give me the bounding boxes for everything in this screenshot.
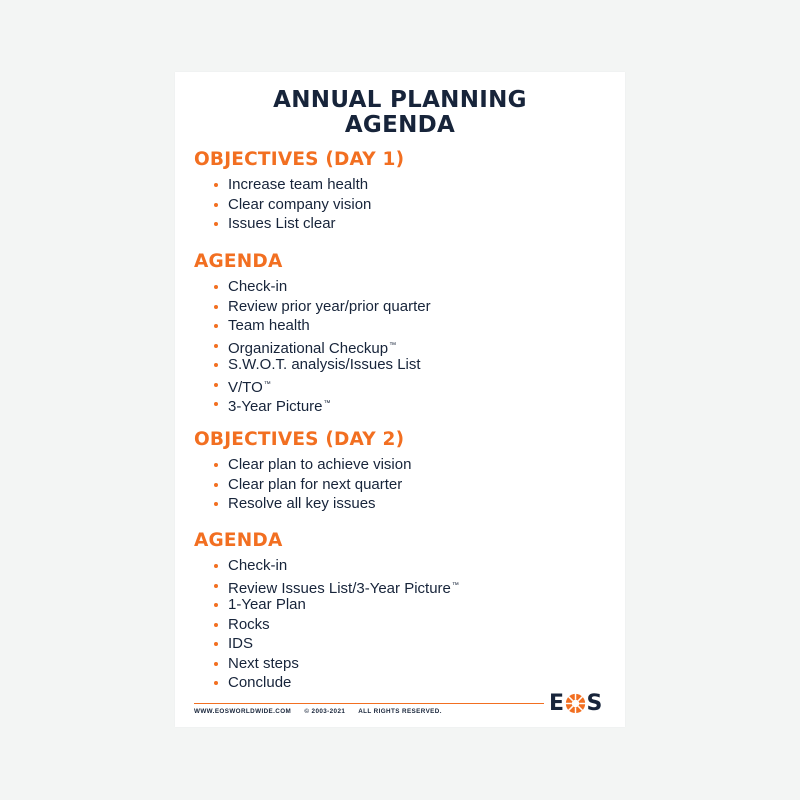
- item-text: Issues List clear: [228, 215, 336, 232]
- bullet-icon: [214, 183, 218, 187]
- list-item: [194, 195, 404, 215]
- trademark-mark: ™: [323, 400, 331, 407]
- bullet-icon: [214, 463, 218, 467]
- section-objectives-day2: [194, 428, 411, 514]
- section-list: [194, 175, 404, 234]
- item-text: Conclude: [228, 674, 292, 691]
- trademark-mark: ™: [389, 341, 397, 349]
- item-text: Clear plan to achieve vision: [228, 456, 412, 473]
- item-text: Rocks: [228, 615, 270, 633]
- item-text: Team health: [228, 317, 310, 334]
- bullet-icon: [214, 285, 218, 289]
- item-text: IDS: [228, 635, 254, 652]
- section-heading: OBJECTIVES (DAY 1): [194, 149, 405, 170]
- item-text: V/TO: [228, 378, 263, 396]
- item-text: Review Issues List/3-Year Picture: [228, 579, 451, 597]
- list-item: [194, 316, 431, 336]
- list-item: [194, 673, 459, 693]
- bullet-icon: [214, 584, 218, 588]
- section-objectives-day1: [194, 148, 404, 234]
- list-item: [194, 297, 431, 317]
- list-item: [194, 556, 459, 576]
- logo-o-sunburst-icon: [565, 693, 586, 714]
- list-item: [194, 494, 411, 514]
- list-item: [194, 654, 459, 674]
- list-item: [194, 394, 431, 414]
- logo-letter-e: E: [549, 690, 564, 716]
- item-text: Check-in: [228, 278, 288, 295]
- list-item: [194, 336, 431, 356]
- bullet-icon: [214, 642, 218, 646]
- logo-letter-s: S: [586, 690, 602, 716]
- list-item: [194, 634, 459, 654]
- trademark-mark: ™: [451, 581, 459, 589]
- section-list: [194, 556, 459, 693]
- title-line-2: AGENDA: [344, 112, 456, 138]
- section-heading: OBJECTIVES (DAY 2): [194, 429, 405, 450]
- bullet-icon: [214, 222, 218, 226]
- section-agenda-day1: [194, 250, 431, 414]
- bullet-icon: [214, 402, 218, 406]
- item-text: S.W.O.T. analysis/Issues List: [228, 356, 421, 373]
- list-item: [194, 375, 431, 395]
- footer: [194, 708, 453, 715]
- page-title: [175, 88, 625, 138]
- bullet-icon: [214, 324, 218, 328]
- list-item: [194, 175, 404, 195]
- bullet-icon: [214, 681, 218, 685]
- list-item: [194, 214, 404, 234]
- list-item: [194, 277, 431, 297]
- item-text: 3-Year Picture: [228, 398, 323, 415]
- bullet-icon: [214, 344, 218, 348]
- item-text: 1-Year Plan: [228, 596, 306, 613]
- bullet-icon: [214, 603, 218, 607]
- list-item: [194, 475, 411, 495]
- bullet-icon: [214, 623, 218, 627]
- section-heading: AGENDA: [194, 251, 283, 272]
- eos-logo: [549, 691, 602, 715]
- item-text: Clear plan for next quarter: [228, 475, 403, 493]
- section-list: [194, 277, 431, 414]
- bullet-icon: [214, 203, 218, 207]
- item-text: Increase team health: [228, 176, 369, 193]
- title-line-1: ANNUAL PLANNING: [273, 87, 527, 113]
- section-list: [194, 455, 411, 514]
- section-heading: AGENDA: [194, 530, 283, 551]
- list-item: [194, 595, 459, 615]
- bullet-icon: [214, 305, 218, 309]
- item-text: Clear company vision: [228, 195, 372, 213]
- item-text: Organizational Checkup: [228, 339, 389, 357]
- list-item: [194, 576, 459, 596]
- item-text: Resolve all key issues: [228, 495, 376, 512]
- footer-copyright: © 2003-2021: [304, 708, 346, 715]
- bullet-icon: [214, 363, 218, 367]
- list-item: [194, 355, 431, 375]
- footer-rights: ALL RIGHTS RESERVED.: [358, 708, 442, 715]
- item-text: Check-in: [228, 557, 288, 574]
- list-item: [194, 615, 459, 635]
- bullet-icon: [214, 564, 218, 568]
- item-text: Next steps: [228, 654, 299, 672]
- bullet-icon: [214, 502, 218, 506]
- trademark-mark: ™: [263, 380, 271, 388]
- footer-divider: [194, 703, 544, 704]
- item-text: Review prior year/prior quarter: [228, 297, 431, 315]
- section-agenda-day2: [194, 529, 459, 693]
- list-item: [194, 455, 411, 475]
- footer-website-link[interactable]: WWW.EOSWORLDWIDE.COM: [194, 708, 292, 715]
- bullet-icon: [214, 383, 218, 387]
- bullet-icon: [214, 662, 218, 666]
- document-page: [175, 72, 625, 727]
- bullet-icon: [214, 483, 218, 487]
